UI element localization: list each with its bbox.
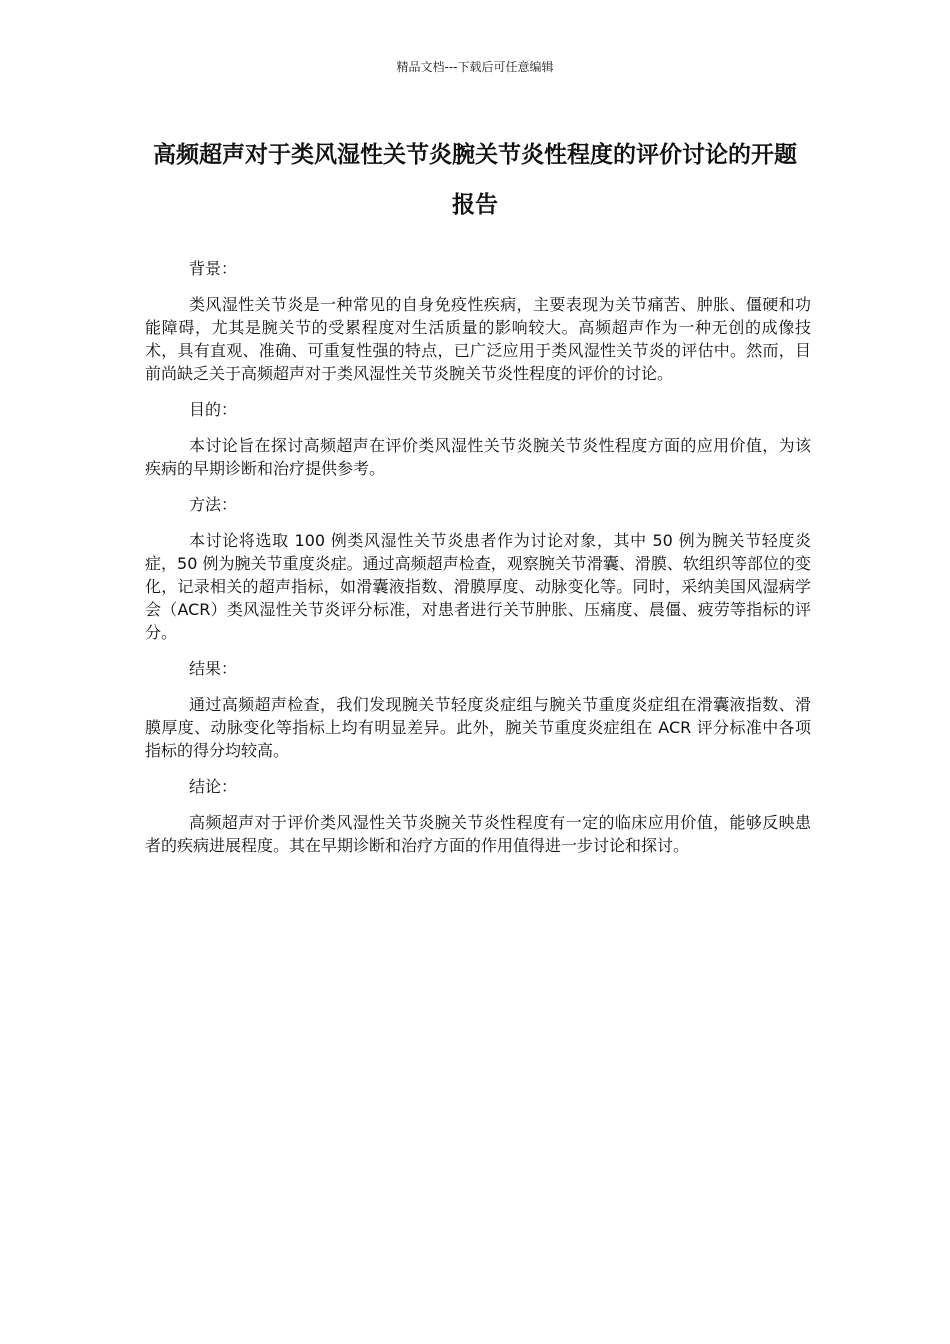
section-heading-method: 方法：	[189, 495, 238, 514]
section-heading-background: 背景：	[189, 259, 238, 278]
section-text-conclusion: 高频超声对于评价类风湿性关节炎腕关节炎性程度有一定的临床应用价值，能够反映患者的疾病进展程度。其在早期诊断和治疗方面的作用值得进一步讨论和探讨。	[145, 813, 811, 855]
section-heading-results: 结果：	[189, 659, 238, 678]
section-heading-purpose: 目的：	[189, 400, 238, 419]
section-heading-conclusion: 结论：	[189, 777, 238, 796]
section-text-purpose: 本讨论旨在探讨高频超声在评价类风湿性关节炎腕关节炎性程度方面的应用价值，为该疾病的早期诊断和治疗提供参考。	[145, 436, 811, 478]
section-text-results: 通过高频超声检查，我们发现腕关节轻度炎症组与腕关节重度炎症组在滑囊液指数、滑膜厚度、动脉变化等指标上均有明显差异。此外，腕关节重度炎症组在 ACR 评分标准中各项指标的得分均较高。	[145, 695, 811, 760]
document-body	[145, 257, 811, 870]
section-text-method: 本讨论将选取 100 例类风湿性关节炎患者作为讨论对象，其中 50 例为腕关节轻度炎症，50 例为腕关节重度炎症。通过高频超声检查，观察腕关节滑囊、滑膜、软组织等部位的变化，记录相关的超声指标，如滑囊液指数、滑膜厚度、动脉变化等。同时，采纳美国风湿病学会（ACR）类风湿性关节炎评分标准，对患者进行关节肿胀、压痛度、晨僵、疲劳等指标的评分。	[145, 531, 811, 642]
header-note: 精品文档---下载后可任意编辑	[396, 60, 554, 74]
page-title: 高频超声对于类风湿性关节炎腕关节炎性程度的评价讨论的开题报告	[153, 142, 797, 218]
section-text-background: 类风湿性关节炎是一种常见的自身免疫性疾病，主要表现为关节痛苦、肿胀、僵硬和功能障碍，尤其是腕关节的受累程度对生活质量的影响较大。高频超声作为一种无创的成像技术，具有直观、准确、可重复性强的特点，已广泛应用于类风湿性关节炎的评估中。然而，目前尚缺乏关于高频超声对于类风湿性关节炎腕关节炎性程度的评价的讨论。	[145, 295, 811, 383]
